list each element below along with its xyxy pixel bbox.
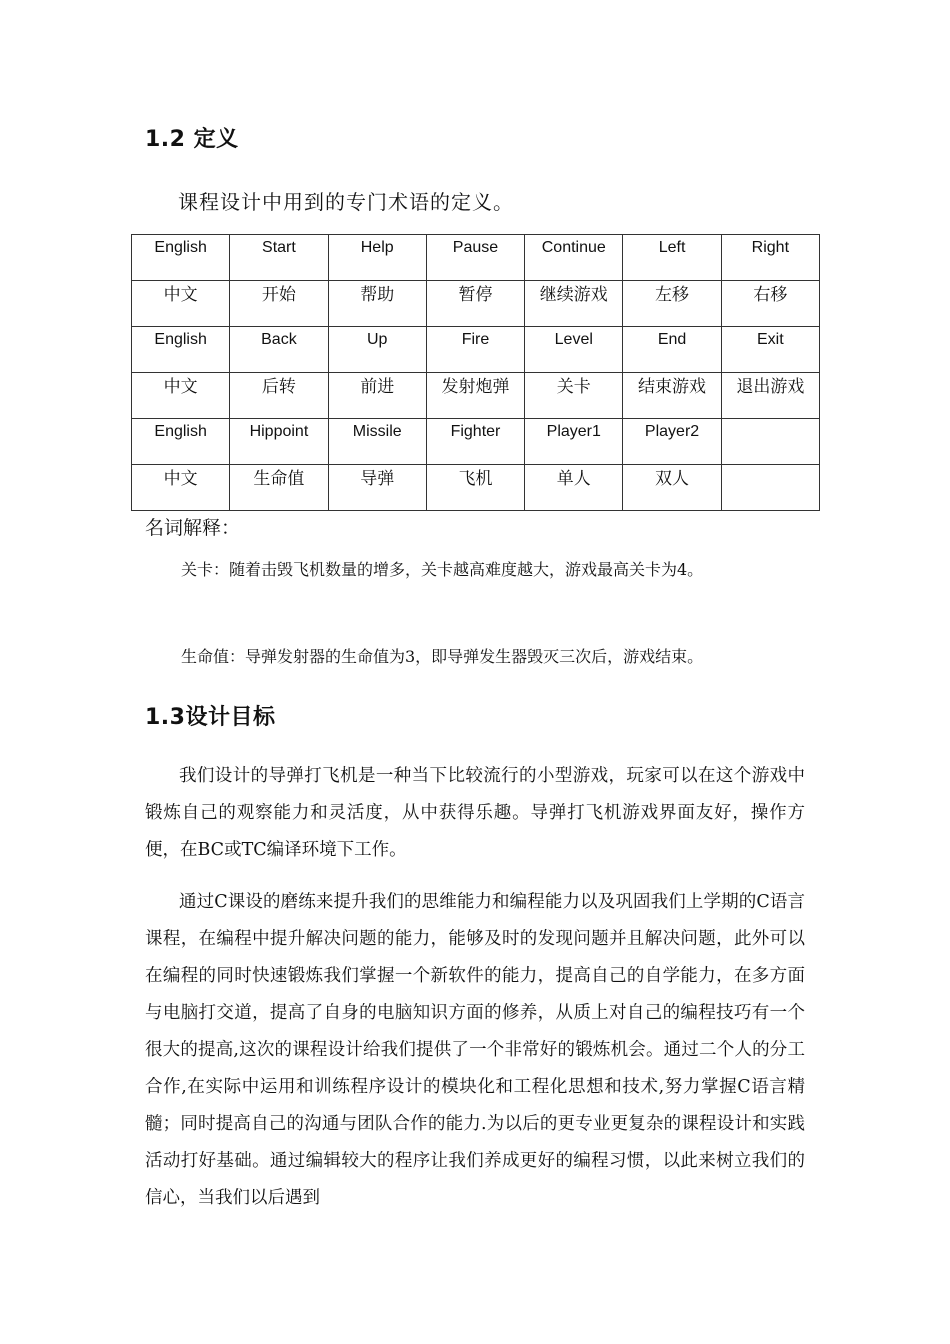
table-cell: Help xyxy=(328,235,426,281)
table-cell: 前进 xyxy=(328,373,426,419)
table-cell: Left xyxy=(623,235,721,281)
table-cell: 结束游戏 xyxy=(623,373,721,419)
table-cell: Fire xyxy=(426,327,524,373)
table-cell: 暂停 xyxy=(426,281,524,327)
definitions-intro: 课程设计中用到的专门术语的定义。 xyxy=(178,190,514,214)
table-cell: Pause xyxy=(426,235,524,281)
table-row xyxy=(132,465,820,511)
table-row xyxy=(132,373,820,419)
section-heading-definitions: 1.2 定义 xyxy=(145,127,239,152)
table-cell: Level xyxy=(525,327,623,373)
table-cell: Player2 xyxy=(623,419,721,465)
table-cell: 后转 xyxy=(230,373,328,419)
table-cell: 双人 xyxy=(623,465,721,511)
table-cell: 生命值 xyxy=(230,465,328,511)
design-goals-paragraph-1: 我们设计的导弹打飞机是一种当下比较流行的小型游戏，玩家可以在这个游戏中锻炼自己的观察能力和灵活度，从中获得乐趣。导弹打飞机游戏界面友好，操作方便，在BC或TC编译环境下工作。 xyxy=(145,766,805,860)
table-cell: 飞机 xyxy=(426,465,524,511)
table-cell: 退出游戏 xyxy=(721,373,819,419)
table-row xyxy=(132,235,820,281)
table-cell: 中文 xyxy=(132,465,230,511)
table-cell: 关卡 xyxy=(525,373,623,419)
table-cell: English xyxy=(132,235,230,281)
table-cell: Right xyxy=(721,235,819,281)
table-cell: Exit xyxy=(721,327,819,373)
glossary-level-definition: 关卡：随着击毁飞机数量的增多，关卡越高难度越大，游戏最高关卡为4。 xyxy=(181,560,704,579)
table-row xyxy=(132,327,820,373)
table-cell: Continue xyxy=(525,235,623,281)
table-cell: Fighter xyxy=(426,419,524,465)
table-cell: Missile xyxy=(328,419,426,465)
table-cell: 发射炮弹 xyxy=(426,373,524,419)
table-cell: Start xyxy=(230,235,328,281)
table-cell: 右移 xyxy=(721,281,819,327)
glossary-hp-definition: 生命值：导弹发射器的生命值为3，即导弹发生器毁灭三次后，游戏结束。 xyxy=(181,647,704,666)
table-row xyxy=(132,281,820,327)
table-cell: 左移 xyxy=(623,281,721,327)
table-cell: 帮助 xyxy=(328,281,426,327)
table-cell: Up xyxy=(328,327,426,373)
table-cell: Player1 xyxy=(525,419,623,465)
table-cell: English xyxy=(132,419,230,465)
table-cell: 继续游戏 xyxy=(525,281,623,327)
table-cell: 导弹 xyxy=(328,465,426,511)
terms-table xyxy=(131,234,820,511)
table-cell: End xyxy=(623,327,721,373)
table-cell: 单人 xyxy=(525,465,623,511)
table-cell xyxy=(721,419,819,465)
glossary-title: 名词解释： xyxy=(145,517,241,539)
table-cell xyxy=(721,465,819,511)
table-cell: Hippoint xyxy=(230,419,328,465)
table-row xyxy=(132,419,820,465)
table-cell: 中文 xyxy=(132,373,230,419)
table-cell: 中文 xyxy=(132,281,230,327)
table-cell: Back xyxy=(230,327,328,373)
design-goals-paragraph-2: 通过C课设的磨练来提升我们的思维能力和编程能力以及巩固我们上学期的C语言课程，在编程中提升解决问题的能力，能够及时的发现问题并且解决问题，此外可以在编程的同时快速锻炼我们掌握一个新软件的能力，提高自己的自学能力，在多方面与电脑打交道，提高了自身的电脑知识方面的修养，从质上对自己的编程技巧有一个很大的提高,这次的课程设计给我们提供了一个非常好的锻炼机会。通过二个人的分工合作,在实际中运用和训练程序设计的模块化和工程化思想和技术,努力掌握C语言精髓；同时提高自己的沟通与团队合作的能力.为以后的更专业更复杂的课程设计和实践活动打好基础。通过编辑较大的程序让我们养成更好的编程习惯，以此来树立我们的信心，当我们以后遇到 xyxy=(145,892,805,1208)
table-cell: 开始 xyxy=(230,281,328,327)
table-cell: English xyxy=(132,327,230,373)
section-heading-design-goals: 1.3设计目标 xyxy=(145,705,276,730)
